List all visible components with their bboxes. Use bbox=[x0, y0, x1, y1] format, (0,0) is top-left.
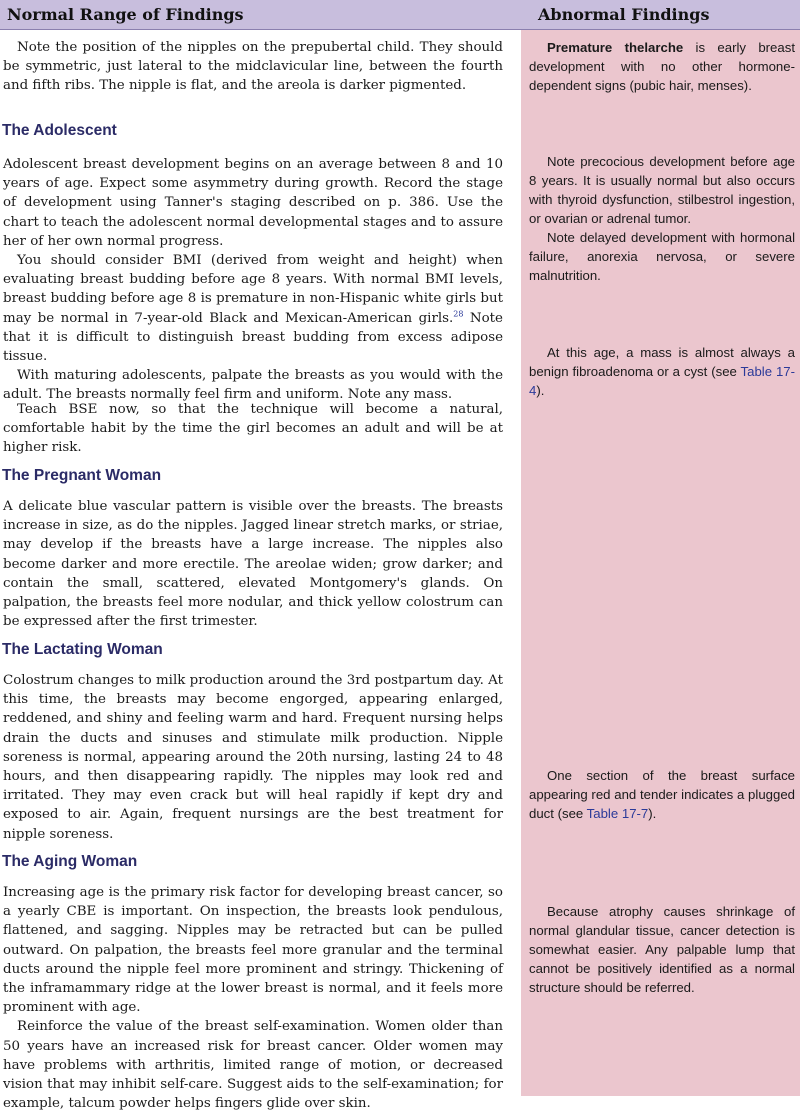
lactating-section: Colostrum changes to milk production around the 3rd postpartum day. At this time, the breasts may become engorged, appearing enlarged, reddened, and shiny and feeling warm and hard. Frequent nursing helps drain the ducts and sinuses and stimulate milk production. Nipple soreness is normal, appearing around the 20th nursing, lasting 24 to 48 hours, and then disappearing rapidly. The nipples may look red and irritated. They may even crack but will heal rapidly if kept dry and exposed to air. Again, frequent nursings are the best treatment for nipple soreness. bbox=[3, 673, 503, 842]
premature-thelarche-term: Premature thelarche bbox=[547, 40, 684, 55]
adolescent-paragraph-3: With maturing adolescents, palpate the breasts as you would with the adult. The breasts normally feel firm and uniform. Note any mass. bbox=[3, 368, 503, 403]
adolescent-mass-note: At this age, a mass is almost always a benign fibroadenoma or a cyst (see Table 17-4). bbox=[529, 345, 796, 398]
reference-superscript[interactable]: 28 bbox=[453, 309, 464, 319]
aging-section bbox=[3, 883, 503, 1113]
aging-paragraph-2: Reinforce the value of the breast self-examination. Women older than 50 years have an increased risk for breast cancer. Older women may have problems with arthritis, limited range of motion, or decreased vision that may inhibit self-care. Suggest aids to the self-examination; for example, talcum powder helps fingers glide over skin. bbox=[3, 1019, 503, 1112]
prepubertal-paragraph: Note the position of the nipples on the prepubertal child. They should be symmetric, just lateral to the midclavicular line, between the fourth and fifth ribs. The nipple is flat, and the areola is darker pigmented. bbox=[3, 40, 503, 94]
bse-paragraph: Teach BSE now, so that the technique will become a natural, comfortable habit by the time the girl becomes an adult and will be at higher risk. bbox=[3, 402, 503, 456]
precocious-development-note bbox=[529, 152, 795, 285]
premature-thelarche-note: Premature thelarche is early breast development with no other hormone-dependent signs (pubic hair, menses). bbox=[529, 40, 795, 93]
atrophy-note: Because atrophy causes shrinkage of normal glandular tissue, cancer detection is somewhat easier. Any palpable lump that cannot be positively identified as a normal structure should be referred. bbox=[529, 904, 795, 995]
aging-heading: The Aging Woman bbox=[2, 853, 138, 870]
adolescent-heading: The Adolescent bbox=[2, 122, 117, 139]
delayed-paragraph: Note delayed development with hormonal failure, anorexia nervosa, or severe malnutrition. bbox=[529, 230, 795, 283]
pregnant-section: A delicate blue vascular pattern is visible over the breasts. The breasts increase in size, as do the nipples. Jagged linear stretch marks, or striae, may develop if the breasts have a large increase. The nipples also become darker and more erectile. The areolae widen; grow darker; and contain the small, scattered, elevated Montgomery's glands. On palpation, the breasts feel more nodular, and thick yellow colostrum can be expressed after the first trimester. bbox=[3, 499, 503, 630]
adolescent-section bbox=[3, 155, 503, 405]
normal-findings-header: Normal Range of Findings bbox=[0, 0, 521, 30]
pregnant-heading: The Pregnant Woman bbox=[2, 467, 162, 484]
abnormal-findings-header: Abnormal Findings bbox=[521, 0, 800, 30]
adolescent-paragraph-1: Adolescent breast development begins on an average between 8 and 10 years of age. Expect some asymmetry during growth. Record the stage of development using Tanner's staging described on p. 386. Use the chart to teach the adolescent normal developmental stages and to assure her of her own normal progress. bbox=[3, 157, 503, 249]
plugged-duct-note: One section of the breast surface appearing red and tender indicates a plugged duct (see Table 17-7). bbox=[529, 768, 795, 821]
table-17-4-link[interactable]: Table 17-4 bbox=[529, 364, 796, 398]
table-17-7-link[interactable]: Table 17-7 bbox=[586, 806, 649, 821]
aging-paragraph-1: Increasing age is the primary risk factor for developing breast cancer, so a yearly CBE is important. On inspection, the breasts look pendulous, flattened, and sagging. Nipples may be retracted but can be pulled outward. On palpation, the breasts feel more granular and the terminal ducts around the nipple feel more prominent and stringy. Thickening of the inframammary ridge at the lower breast is normal, and it feels more prominent with age. bbox=[3, 885, 503, 1016]
precocious-paragraph: Note precocious development before age 8 years. It is usually normal but also occurs with thyroid dysfunction, stilbestrol ingestion, or ovarian or adrenal tumor. bbox=[529, 154, 795, 226]
lactating-heading: The Lactating Woman bbox=[2, 641, 163, 658]
adolescent-paragraph-2: You should consider BMI (derived from weight and height) when evaluating breast budding before age 8 years. With normal BMI levels, breast budding before age 8 is premature in non-Hispanic white girls but may be normal in 7-year-old Black and Mexican-American girls.$^{28}$ Note that it is difficult to distinguish breast budding from excess adipose tissue. bbox=[3, 253, 503, 365]
